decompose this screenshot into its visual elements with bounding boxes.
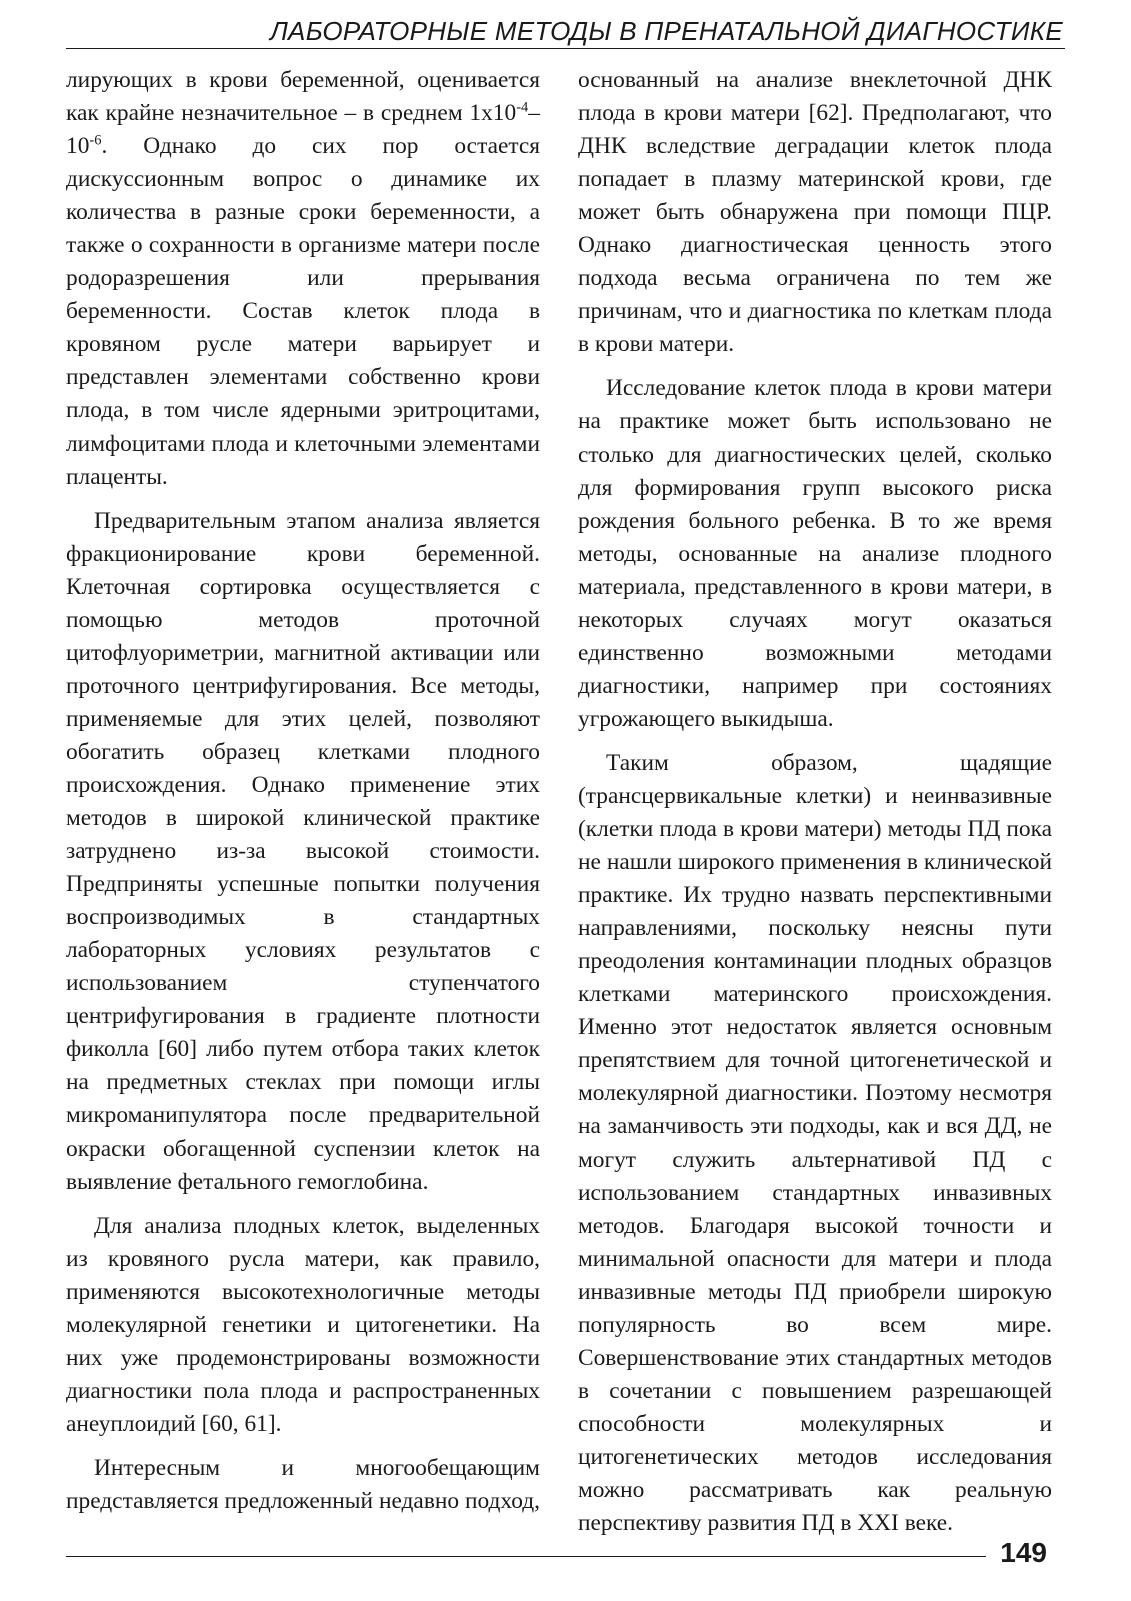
running-title: ЛАБОРАТОРНЫЕ МЕТОДЫ В ПРЕНАТАЛЬНОЙ ДИАГНОСТИКЕ [269, 16, 1063, 46]
right-paragraph-2: Исследование клеток плода в крови матери на практике может быть использовано не столько для диагностических целей, сколько для формирования групп высокого риска рождения больного ребенка. В то же время методы, основанные на анализе плодного материала, представленного в крови матери, в некоторых случаях могут оказаться единственно возможными методами диагностики, например при состояниях угрожающего выкидыша. [578, 375, 1052, 732]
footer-rule [66, 1556, 986, 1557]
right-column [578, 64, 1052, 1551]
left-paragraph-2: Предварительным этапом анализа является фракционирование крови беременной. Клеточная сортировка осуществляется с помощью методов проточной цитофлуориметрии, магнитной активации или проточного центрифугирования. Все методы, применяемые для этих целей, позволяют обогатить образец клетками плодного происхождения. Однако применение этих методов в широкой клинической практике затруднено из-за высокой стоимости. Предприняты успешные попытки получения воспроизводимых в стандартных лабораторных условиях результатов с использованием ступенчатого центрифугирования в градиенте плотности фиколла [60] либо путем отбора таких клеток на предметных стеклах при помощи иглы микроманипулятора после предварительной окраски обогащенной суспензии клеток на выявление фетального гемоглобина. [66, 507, 540, 1195]
left-p1-exponent-2: -6 [89, 132, 102, 149]
left-p1-text-c: . Однако до сих пор остается дискуссионным вопрос о динамике их количества в разные сроки беременности, а также о сохранности в организме матери после родоразрешения или прерывания беременности. Состав клеток плода в кровяном русле матери варьирует и представлен элементами собственно крови плода, в том числе ядерными эритроцитами, лимфоцитами плода и клеточными элементами плаценты. [66, 133, 540, 490]
left-paragraph-4: Интересным и многообещающим представляется предложенный недавно подход, [66, 1454, 540, 1514]
left-paragraph-1 [66, 64, 540, 494]
running-header [66, 14, 1065, 49]
left-paragraph-3: Для анализа плодных клеток, выделенных из кровяного русла матери, как правило, применяются высокотехнологичные методы молекулярной генетики и цитогенетики. На них уже продемонстрированы возможности диагностики пола плода и распространенных анеуплоидий [60, 61]. [66, 1212, 540, 1437]
page-number: 149 [1000, 1537, 1047, 1568]
left-p1-exponent-1: -4 [516, 99, 529, 116]
left-p1-text-a: лирующих в крови беременной, оценивается как крайне незначительное – в среднем 1х10 [66, 67, 540, 127]
right-paragraph-3: Таким образом, щадящие (трансцервикальные клетки) и неинвазивные (клетки плода в крови матери) методы ПД пока не нашли широкого применения в клинической практике. Их трудно назвать перспективными направлениями, поскольку неясны пути преодоления контаминации плодных образцов клетками материнского происхождения. Именно этот недостаток является основным препятствием для точной цитогенетической и молекулярной диагностики. Поэтому несмотря на заманчивость эти подходы, как и вся ДД, не могут служить альтернативой ПД с использованием стандартных инвазивных методов. Благодаря высокой точности и минимальной опасности для матери и плода инвазивные методы ПД приобрели широкую популярность во всем мире. Совершенствование этих стандартных методов в сочетании с повышением разрешающей способности молекулярных и цитогенетических методов исследования можно рассматривать как реальную перспективу развития ПД в XXI веке. [578, 749, 1052, 1537]
left-p1-text-b: –10 [66, 100, 540, 160]
left-column [66, 64, 540, 1529]
right-paragraph-1: основанный на анализе внеклеточной ДНК плода в крови матери [62]. Предполагают, что ДНК вследствие деградации клеток плода попадает в плазму материнской крови, где может быть обнаружена при помощи ПЦР. Однако диагностическая ценность этого подхода весьма ограничена по тем же причинам, что и диагностика по клеткам плода в крови матери. [578, 67, 1052, 358]
